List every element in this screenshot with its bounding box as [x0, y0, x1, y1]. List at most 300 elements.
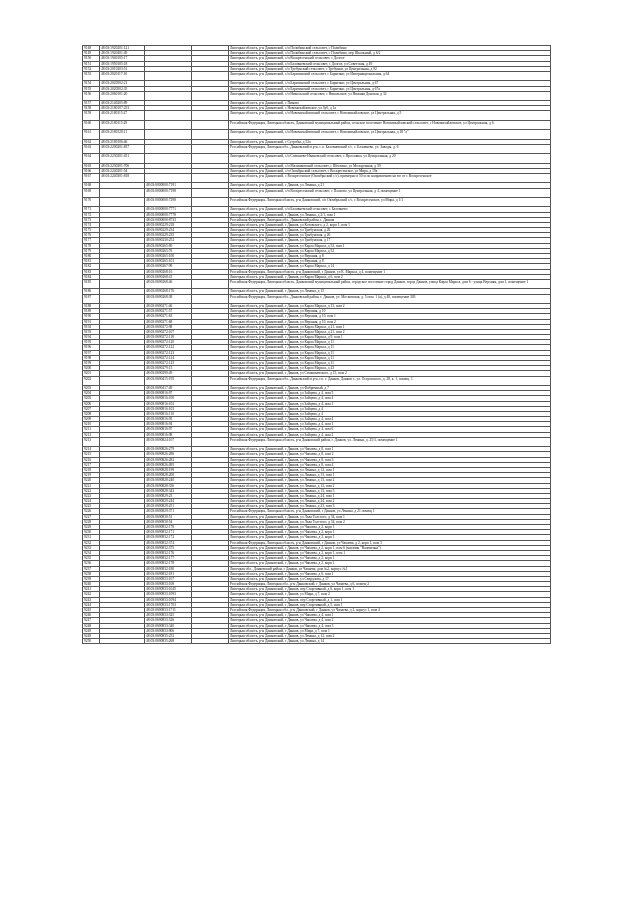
row-number-cell: 9211 [83, 427, 100, 432]
row-number-cell: 9191 [83, 319, 100, 324]
row-number-cell: 9231 [83, 535, 100, 540]
row-number-cell: 9162 [83, 139, 100, 144]
row-number-cell: 9158 [83, 106, 100, 111]
row-number-cell: 9197 [83, 350, 100, 355]
cadastral-table [82, 45, 551, 644]
address-cell: Липецкая область, р-н Данковский, с Новомихайловское, ул Зуб, д 1а [229, 106, 551, 111]
row-number-cell: 9208 [83, 411, 100, 416]
address-cell: Липецкая область, р-н Данковский, г Данков, ул Ленина, д 23, пом 3 [229, 504, 551, 509]
cadastral-number-2-cell: 48:03:0690268:176 [145, 289, 192, 294]
cadastral-number-cell [100, 437, 145, 446]
address-cell: Российская Федерация, Липецкая обл., Данковский район, г. Данков, ул. Московская, д. 5 пом. 1 (а), д 40, помещение 303 [229, 294, 551, 303]
address-cell: Липецкая область, р-н Данковский, г Данков, ул Семашкевского, д 15, пом 2 [229, 371, 551, 376]
cadastral-number-2-cell: 48:03:0690268:38 [145, 294, 192, 303]
row-number-cell: 9221 [83, 483, 100, 488]
row-number-cell: 9176 [83, 233, 100, 238]
row-number-cell: 9249 [83, 633, 100, 638]
row-number-cell: 9214 [83, 447, 100, 452]
cadastral-number-cell: 48:03:2020502:21 [100, 81, 145, 86]
cadastral-number-2-cell: 48:03:0690832:177 [145, 556, 192, 561]
address-cell: Липецкая область, р-н Данковский, г Данков, ул Мира, д 7, пом 1 [229, 628, 551, 633]
cadastral-number-2-cell: 48:03:0000000:7771 [145, 207, 192, 212]
cadastral-number-cell: 48:03:2180120:11 [100, 130, 145, 139]
row-number-cell: 9199 [83, 361, 100, 366]
empty-cell [192, 120, 229, 129]
cadastral-number-2-cell: 48:03:0690832:178 [145, 561, 192, 566]
address-cell: Липецкая область, р-н Данковский, с/п Новомихайловский сельсовет, с Новомихайловское, ул Центральная, д 18 "а" [229, 130, 551, 139]
cadastral-number-2-cell: 48:03:0690271:57 [145, 309, 192, 314]
row-number-cell: 9150 [83, 56, 100, 61]
cadastral-number-2-cell: 48:03:0690265:76 [145, 248, 192, 253]
row-number-cell: 9249 [83, 628, 100, 633]
table-row [83, 197, 551, 206]
cadastral-number-2-cell: 48:03:0690816:94 [145, 422, 192, 427]
address-cell: Липецкая область, р-н Данковский, г Данков, ул Зайцева, д 4, пом 5 [229, 391, 551, 396]
cadastral-number-2-cell: 48:03:0690290:49 [145, 371, 192, 376]
row-number-cell: 9237 [83, 566, 100, 571]
row-number-cell: 9232 [83, 540, 100, 545]
address-cell: Липецкая область, р-н Данковский, с/п Спешнево-Ивановский сельсовет, с Ярославка, ул Центральная, д 20 [229, 154, 551, 163]
table-row [83, 154, 551, 163]
row-number-cell: 9238 [83, 571, 100, 576]
address-cell: Липецкая область, р-н Данковский, г Данков, ул Фабричный, д 7 [229, 385, 551, 390]
row-number-cell: 9246 [83, 613, 100, 618]
cadastral-number-2-cell: 48:03:0690829:23 [145, 493, 192, 498]
address-cell: Липецкая область, р-н Данковский, г Данков, ул Котовского, д 2, корп 1, пом 1 [229, 222, 551, 227]
cadastral-number-2-cell: 48:03:0690816:95 [145, 417, 192, 422]
address-cell: Липецкая область, р-н Данковский, г Данков, ул Карла Маркса, д 52 [229, 248, 551, 253]
address-cell: Липецкая область, р-н Данковский, г Данков, ул Ленина, д 2/1, пом 1 [229, 212, 551, 217]
cadastral-number-cell: 48:03:2230201:451 [100, 154, 145, 163]
row-number-cell: 9244 [83, 602, 100, 607]
address-cell: Липецкая область, р-н Данковский, г Данков, ул Свердлова, д 17 [229, 576, 551, 581]
address-cell: Липецкая область, р-н Данковский, г Данков, ул Карла Маркса, д 11 [229, 350, 551, 355]
cadastral-number-cell: 48:03:1920401:49 [100, 51, 145, 56]
row-number-cell: 9188 [83, 303, 100, 308]
table-row [83, 144, 551, 153]
cadastral-number-cell: 48:03:2240301:818 [100, 173, 145, 182]
address-cell: Липецкая область, р-н Данковский, г Данков, ул Карла Маркса, д 6, пом 2 [229, 274, 551, 279]
row-number-cell: 9230 [83, 530, 100, 535]
row-number-cell: 9169 [83, 188, 100, 197]
row-number-cell: 9201 [83, 371, 100, 376]
cadastral-number-cell [100, 294, 145, 303]
address-cell: Российская Федерация, Липецкая область, р-н Данковский, г Данков, ул К. Маркса, д 4, помещение 1 [229, 269, 551, 274]
row-number-cell: 9190 [83, 314, 100, 319]
cadastral-number-cell: 48:03:2180106:46 [100, 139, 145, 144]
row-number-cell: 9195 [83, 340, 100, 345]
cadastral-number-2-cell: 48:03:0690417:49 [145, 385, 192, 390]
row-number-cell: 9172 [83, 212, 100, 217]
address-cell: Липецкая область, р-н Данковский, г Данков, ул Ленина, д 12, пом 1 [229, 467, 551, 472]
row-number-cell: 9154 [83, 81, 100, 86]
cadastral-number-2-cell: 48:03:0690828:343 [145, 488, 192, 493]
row-number-cell: 9250 [83, 639, 100, 644]
cadastral-number-2-cell: 48:03:0690833:107 [145, 576, 192, 581]
address-cell: Липецкая область, р-н Данковский, с/п Барятинский сельсовет, с Барятино, ул Интернациональная, д 64 [229, 71, 551, 80]
cadastral-number-2-cell: 48:03:0690832:180 [145, 566, 192, 571]
table-row [83, 111, 551, 120]
address-cell: Липецкая область, р-н Данковский, г Данков, пер Спортивный, д 5, пом 1 [229, 602, 551, 607]
cadastral-number-2-cell: 48:03:0690816:103 [145, 406, 192, 411]
cadastral-number-2-cell: 48:03:0690229:218 [145, 222, 192, 227]
table-row [83, 173, 551, 182]
address-cell: Липецкая область, р-н Данковский, г Данков, ул Верхняя, д 8 [229, 254, 551, 259]
row-number-cell: 9216 [83, 457, 100, 462]
address-cell: Российская Федерация, Липецкая область, р-н Данковский, г Данков, ул Ленина, д 21 помещ 1 [229, 509, 551, 514]
row-number-cell: 9183 [83, 269, 100, 274]
address-cell: Липецкая область, р-н Данковский, с Воскресенское (Октябрьский с/с), примерно в 50 м по направлению на юг от с Воскресенское [229, 173, 551, 182]
cadastral-number-2-cell: 48:03:0690826:279 [145, 447, 192, 452]
address-cell: Липецкая область, р-н Данковский, г Данков, ул Чапаева, д 8, пом 3 [229, 457, 551, 462]
empty-cell [192, 91, 229, 100]
row-number-cell: 9209 [83, 417, 100, 422]
row-number-cell: 9152 [83, 66, 100, 71]
address-cell: Липецкая область, р-н Данковский, г Данков, ул Чапаева, д 2, корп 1 [229, 561, 551, 566]
cadastral-number-2-cell: 48:03:0690229:234 [145, 228, 192, 233]
address-cell: Липецкая обл., Данковский район, г Данков, ул Чапаева, дом №2, корпус №1 [229, 566, 551, 571]
address-cell: Липецкая область, р-н Данковский, г Данков, ул Зайцева, д 4 [229, 411, 551, 416]
cadastral-number-2-cell: 48:03:0690265:101 [145, 259, 192, 264]
cadastral-number-2-cell [145, 144, 192, 153]
address-cell: Липецкая область, р-н Данковский, г Данков, ул Верхняя, д 10, пом 1 [229, 314, 551, 319]
address-cell: Липецкая область, р-н Данковский, г Данков, ул Чапаева, д 2, корп 1 [229, 530, 551, 535]
address-cell: Липецкая область, р-н Данковский, г Данков, ул Чапаева, д 2, корп 1, пом 6 (магазин "Валентина") [229, 545, 551, 550]
table-row [83, 294, 551, 303]
row-number-cell: 9227 [83, 514, 100, 519]
address-cell: Липецкая область, р-н Данковский, г Данков, ул Верхняя, д 10, пом 2 [229, 319, 551, 324]
empty-cell [192, 294, 229, 303]
cadastral-number-2-cell: 48:03:0690272:98 [145, 324, 192, 329]
table-row [83, 71, 551, 80]
row-number-cell: 9178 [83, 243, 100, 248]
cadastral-number-2-cell: 48:03:0690826:495 [145, 462, 192, 467]
address-cell: Российская Федерация, Липецкая обл., р-н Данковский, г Данков, ул Чапаева, д 6, помещ 2 [229, 582, 551, 587]
address-cell: Липецкая область, р-н Данковский, г Данков, ул Зайцева, д 4 [229, 406, 551, 411]
address-cell: Липецкая область, р-н Данковский, г Данков, ул Карла Маркса, д 21, пом 2 [229, 329, 551, 334]
cadastral-number-2-cell: 48:03:0690271:46 [145, 303, 192, 308]
table-row [83, 639, 551, 644]
address-cell: Липецкая область, р-н Данковский, г Данков, ул Льва Толстого, д 34, пом 1 [229, 514, 551, 519]
row-number-cell: 9182 [83, 264, 100, 269]
cadastral-number-cell: 48:03:2180115:29 [100, 120, 145, 129]
address-cell: Липецкая область, р-н Данковский, г Данков, ул Карла Маркса, д 14 [229, 264, 551, 269]
row-number-cell: 9200 [83, 366, 100, 371]
cadastral-number-cell [100, 376, 145, 385]
row-number-cell: 9166 [83, 168, 100, 173]
cadastral-number-2-cell: 48:03:0690828:240 [145, 478, 192, 483]
cadastral-number-cell: 48:03:1950105:18 [100, 61, 145, 66]
cadastral-number-2-cell: 48:03:0690833:326 [145, 618, 192, 623]
address-cell: Липецкая область, р-н Данковский, г Данков, ул Карла Маркса, д 52, пом 1 [229, 243, 551, 248]
cadastral-number-2-cell: 48:03:0690833:1094 [145, 597, 192, 602]
cadastral-number-2-cell: 48:03:0690835:253 [145, 633, 192, 638]
empty-cell [192, 197, 229, 206]
cadastral-number-2-cell: 48:03:0690272:118 [145, 335, 192, 340]
table-row [83, 279, 551, 288]
address-cell: Липецкая область, р-н Данковский, г Данков, ул Чапаева, д 4, пом 3 [229, 623, 551, 628]
address-cell: Липецкая область, р-н Данковский, с/п Полибинский сельсовет, с Полибино, пер Школьный, д 6/2 [229, 51, 551, 56]
cadastral-number-2-cell [145, 130, 192, 139]
cadastral-number-2-cell: 48:03:0690816:97 [145, 391, 192, 396]
address-cell: Липецкая область, р-н Данковский, г Данков, ул Верхняя, д 10 [229, 309, 551, 314]
address-cell: Липецкая область, р-н Данковский, г Данков, ул Зайцева, д 4, пом 1 [229, 422, 551, 427]
address-cell: Липецкая область, р-н Данковский, с/п Новомихайловский сельсовет, с Новомихайловское, ул Центральная, д 5 [229, 111, 551, 120]
row-number-cell: 9212 [83, 432, 100, 437]
row-number-cell: 9235 [83, 556, 100, 561]
row-number-cell: 9226 [83, 509, 100, 514]
row-number-cell: 9157 [83, 101, 100, 106]
address-cell: Липецкая область, р-н Данковский, г Данков, ул Трибунская, д 17 [229, 238, 551, 243]
address-cell: Липецкая область, р-н Данковский, с Пиково [229, 101, 551, 106]
cadastral-number-2-cell: 48:03:0690830:54 [145, 519, 192, 524]
cadastral-number-2-cell: 48:03:0690829:371 [145, 509, 192, 514]
cadastral-number-2-cell: 48:03:0690833:340 [145, 623, 192, 628]
cadastral-number-2-cell [145, 173, 192, 182]
cadastral-number-2-cell [145, 111, 192, 120]
address-cell: Липецкая область, р-н Данковский, г Данков, ул Зайцева, д 4, пом 4 [229, 417, 551, 422]
address-cell: Липецкая область, р-н Данковский, г Данков, ул Зайцева, д 4, пом 1 [229, 401, 551, 406]
table-row [83, 188, 551, 197]
cadastral-number-2-cell: 48:03:0690415:195 [145, 376, 192, 385]
row-number-cell: 9160 [83, 120, 100, 129]
row-number-cell: 9198 [83, 355, 100, 360]
cadastral-number-2-cell: 48:03:0690272:123 [145, 350, 192, 355]
address-cell: Липецкая область, р-н Данковский, г Данков, ул Карла Маркса, д 23 [229, 366, 551, 371]
cadastral-number-2-cell: 48:03:0690265:100 [145, 254, 192, 259]
row-number-cell: 9220 [83, 478, 100, 483]
table-body [83, 46, 551, 644]
cadastral-number-2-cell [145, 120, 192, 129]
cadastral-number-cell [100, 279, 145, 288]
address-cell: Российская Федерация, Липецкая область, р-н Данковский район, г. Данков, ул. Ленина, д. 25/3, помещение 1 [229, 437, 551, 446]
row-number-cell: 9153 [83, 71, 100, 80]
address-cell: Липецкая область, р-н Данковский, г Данков, ул Чапаева, д 2, корп 1, пом 1 [229, 550, 551, 555]
address-cell: Липецкая область, р-н Данковский, г Данков, ул Трибунская, д 26 [229, 228, 551, 233]
empty-cell [192, 130, 229, 139]
table-row [83, 120, 551, 129]
cadastral-number-2-cell: 48:03:0000000:7778 [145, 212, 192, 217]
row-number-cell: 9186 [83, 289, 100, 294]
cadastral-number-2-cell: 48:03:0690828:199 [145, 467, 192, 472]
row-number-cell: 9156 [83, 91, 100, 100]
cadastral-number-2-cell: 48:03:0690272:122 [145, 345, 192, 350]
empty-cell [192, 188, 229, 197]
row-number-cell: 9184 [83, 274, 100, 279]
address-cell: Липецкая область, р-н Данковский, г Данков, ул Ленина, д 13, пом 3 [229, 488, 551, 493]
row-number-cell: 9236 [83, 561, 100, 566]
address-cell: Липецкая область, р-н Данковский, с/п Воскресенский сельсовет, с Плахово, ул Центральная, д 4, помещение 1 [229, 188, 551, 197]
row-number-cell: 9165 [83, 163, 100, 168]
address-cell: Российская Федерация, Липецкая область, Данковский муниципальный район, городское поселение город Данков, город Данков, улица Карла Маркса, дом 6 - улица Верхняя, дом 1, помещение 1 [229, 279, 551, 288]
address-cell: Липецкая область, р-н Данковский, г Данков, ул Ленина, д 13, пом 2 [229, 478, 551, 483]
cadastral-number-2-cell: 48:03:0690832:181 [145, 571, 192, 576]
cadastral-number-cell: 48:03:1920201:121 [100, 46, 145, 51]
row-number-cell: 9155 [83, 86, 100, 91]
cadastral-number-2-cell: 48:03:0000000:8733 [145, 217, 192, 222]
address-cell: Липецкая область, р-н Данковский, г Данков, ул Ленина, д 12, пом 2 [229, 483, 551, 488]
address-cell: Липецкая область, р-н Данковский, с/п Барятинский сельсовет, с Барятино, ул Центральная, д 67 [229, 81, 551, 86]
cadastral-number-cell: 48:03:2020117:10 [100, 71, 145, 80]
cadastral-number-cell: 48:03:2240201:54 [100, 168, 145, 173]
row-number-cell: 9215 [83, 452, 100, 457]
address-cell: Липецкая область, р-н Данковский, г Данков, ул Карла Маркса, д 11 [229, 355, 551, 360]
row-number-cell: 9207 [83, 406, 100, 411]
cadastral-number-2-cell: 48:03:0690824:107 [145, 437, 192, 446]
row-number-cell: 9196 [83, 345, 100, 350]
address-cell: Липецкая область, р-н Данковский, г Данков, ул Карла Маркса, д 21, пом 1 [229, 324, 551, 329]
row-number-cell: 9213 [83, 437, 100, 446]
cadastral-number-cell: 48:03:2180115:27 [100, 111, 145, 120]
row-number-cell: 9168 [83, 183, 100, 188]
row-number-cell: 9234 [83, 550, 100, 555]
row-number-cell: 9174 [83, 222, 100, 227]
address-cell: Липецкая область, р-н Данковский, г Данков, ул Чапаева, д 2, корп 1 [229, 556, 551, 561]
address-cell: Липецкая область, р-н Данковский, с/п Полибинский сельсовет, с Полибино [229, 46, 551, 51]
row-number-cell: 9242 [83, 592, 100, 597]
row-number-cell: 9240 [83, 582, 100, 587]
cadastral-number-2-cell: 48:03:0690272:124 [145, 355, 192, 360]
empty-cell [192, 437, 229, 446]
cadastral-number-2-cell: 48:03:0690828:336 [145, 483, 192, 488]
row-number-cell: 9210 [83, 422, 100, 427]
empty-cell [192, 173, 229, 182]
address-cell: Липецкая область, р-н Данковский, г Данков, ул Чапаева, д 2, корп 1 [229, 535, 551, 540]
cadastral-number-2-cell: 48:03:0690268:46 [145, 279, 192, 288]
address-cell: Липецкая область, р-н Данковский, г Данков, ул Ленина, д 15 [229, 289, 551, 294]
cadastral-number-cell: 48:03:2060101:20 [100, 91, 145, 100]
cadastral-number-2-cell: 48:03:0690833:325 [145, 613, 192, 618]
row-number-cell: 9217 [83, 462, 100, 467]
cadastral-number-cell [100, 188, 145, 197]
cadastral-number-cell: 48:03:2020502:35 [100, 86, 145, 91]
row-number-cell: 9223 [83, 493, 100, 498]
address-cell: Российская Федерация, Липецкая область, р-н Данковский, г Данков, ул Чапаева, д 2, корп 1, пом 3 [229, 540, 551, 545]
row-number-cell: 9161 [83, 130, 100, 139]
address-cell: Российская Федерация, Липецкая обл., Данковский м.р-н, с.п. Баловневский с/с, с. Баловнево, ул. Заводы, д. 6 [229, 144, 551, 153]
cadastral-number-2-cell: 48:03:0690830:51 [145, 514, 192, 519]
address-cell: Липецкая область, р-н Данковский, г Данков, ул Ленина, д 24, пом 2 [229, 499, 551, 504]
empty-cell [192, 111, 229, 120]
cadastral-number-2-cell: 48:03:0690829:244 [145, 499, 192, 504]
cadastral-number-2-cell: 48:03:0690268:41 [145, 274, 192, 279]
address-cell: Липецкая область, р-н Данковский, г Данков, ул Мира, д 7, пом 2 [229, 592, 551, 597]
row-number-cell: 9170 [83, 197, 100, 206]
cadastral-number-cell [100, 639, 145, 644]
cadastral-number-2-cell: 48:03:0690267:99 [145, 264, 192, 269]
empty-cell [192, 279, 229, 288]
empty-cell [192, 376, 229, 385]
address-cell: Липецкая область, р-н Данковский, г Данков, ул Карла Маркса, д 11 [229, 345, 551, 350]
cadastral-number-2-cell: 48:03:0000000:7198 [145, 188, 192, 197]
table-row [83, 376, 551, 385]
row-number-cell: 9206 [83, 401, 100, 406]
row-number-cell: 9179 [83, 248, 100, 253]
row-number-cell: 9159 [83, 111, 100, 120]
row-number-cell: 9224 [83, 499, 100, 504]
address-cell: Липецкая область, р-н Данковский, г Данков, ул Ленина, д 13, пом 1 [229, 473, 551, 478]
empty-cell [192, 71, 229, 80]
row-number-cell: 9239 [83, 576, 100, 581]
address-cell: Липецкая область, р-н Данковский, г Данков, ул Карла Маркса, д 11 [229, 361, 551, 366]
address-cell: Липецкая область, р-н Данковский, г Данков, ул Чапаева, д 4, пом 1 [229, 613, 551, 618]
row-number-cell: 9175 [83, 228, 100, 233]
row-number-cell: 9173 [83, 217, 100, 222]
row-number-cell: 9187 [83, 294, 100, 303]
row-number-cell: 9225 [83, 504, 100, 509]
address-cell: Липецкая область, р-н Данковский, г Данков, ул Чапаева, д 4, пом 2 [229, 618, 551, 623]
address-cell: Липецкая область, р-н Данковский, г Данков, ул Верхняя, д 8 [229, 259, 551, 264]
row-number-cell: 9181 [83, 259, 100, 264]
cadastral-number-2-cell: 48:03:0690279:15 [145, 366, 192, 371]
row-number-cell: 9245 [83, 608, 100, 613]
cadastral-number-2-cell: 48:03:0690268:16 [145, 269, 192, 274]
empty-cell [192, 144, 229, 153]
row-number-cell: 9164 [83, 154, 100, 163]
row-number-cell: 9194 [83, 335, 100, 340]
row-number-cell: 9163 [83, 144, 100, 153]
cadastral-number-2-cell: 48:03:0690271:68 [145, 319, 192, 324]
cadastral-number-cell [100, 197, 145, 206]
address-cell: Липецкая область, р-н Данковский, г Данков, ул Чапаева, д 8, пом 4 [229, 462, 551, 467]
row-number-cell: 9177 [83, 238, 100, 243]
table-row [83, 130, 551, 139]
cadastral-number-2-cell [145, 91, 192, 100]
row-number-cell: 9205 [83, 396, 100, 401]
cadastral-number-2-cell: 48:03:0000000:7298 [145, 197, 192, 206]
row-number-cell: 9247 [83, 618, 100, 623]
address-cell: Липецкая область, р-н Данковский, с/п Баловневский сельсовет, с Баловнево [229, 207, 551, 212]
address-cell: Липецкая область, р-н Данковский, с/п Баловневский сельсовет, с Долгое, ул Советская, д 49 [229, 61, 551, 66]
address-cell: Липецкая область, р-н Данковский, г Данков, пер Спортивный, д 6, корп 1, пом 1 [229, 587, 551, 592]
cadastral-number-2-cell: 48:03:0690835:268 [145, 639, 192, 644]
cadastral-number-2-cell: 48:03:0690826:286 [145, 452, 192, 457]
address-cell: Липецкая область, р-н Данковский, г Данков, ул Ленина, д 12, пом 2 [229, 633, 551, 638]
address-cell: Российская Федерация, Липецкая обл., р-н Данковский, г Данков, ул Чапаева, д 2, корпус 1, пом 4 [229, 608, 551, 613]
cadastral-number-cell: 48:03:2180107:253 [100, 106, 145, 111]
document-page [82, 45, 551, 644]
address-cell: Липецкая область, р-н Данковский, г Данков, ул Чапаева, д 2, корп 1 [229, 525, 551, 530]
address-cell: Липецкая область, р-н Данковский, г Данков, пер Спортивный, д 1, пом 1 [229, 597, 551, 602]
cadastral-number-2-cell: 48:03:0690833:1703 [145, 602, 192, 607]
row-number-cell: 9248 [83, 623, 100, 628]
address-cell: Российская Федерация, Липецкая область, Данковский муниципальный район, сельское поселение Новомихайловский сельсовет, с Новомихайловское, ул Центральная, д 6 [229, 120, 551, 129]
cadastral-number-cell: 48:03:2200201:837 [100, 144, 145, 153]
row-number-cell: 9203 [83, 385, 100, 390]
address-cell: Липецкая область, р-н Данковский, с/п Октябрьский сельсовет, с Воскресенское, ул Мира, д 19а [229, 168, 551, 173]
cadastral-number-2-cell: 48:03:0690826:282 [145, 457, 192, 462]
row-number-cell: 9193 [83, 329, 100, 334]
address-cell: Липецкая область, р-н Данковский, с/п Воскресенский сельсовет, с Долгое [229, 56, 551, 61]
empty-cell [192, 639, 229, 644]
cadastral-number-2-cell: 48:03:0690832:176 [145, 550, 192, 555]
row-number-cell: 9149 [83, 51, 100, 56]
address-cell: Липецкая область, р-н Данковский, г Данков, ул Зайцева, д 4, пом 4 [229, 396, 551, 401]
cadastral-number-cell: 48:03:1940105:17 [100, 56, 145, 61]
row-number-cell: 9192 [83, 324, 100, 329]
address-cell: Липецкая область, р-н Данковский, г Данков, ул Чапаева, д 8, пом 1 [229, 447, 551, 452]
row-number-cell: 9185 [83, 279, 100, 288]
cadastral-number-2-cell: 48:03:0690828:200 [145, 473, 192, 478]
cadastral-number-2-cell: 48:03:0690271:63 [145, 314, 192, 319]
row-number-cell: 9180 [83, 254, 100, 259]
row-number-cell: 9202 [83, 376, 100, 385]
cadastral-number-2-cell: 48:03:0690833:906 [145, 628, 192, 633]
cadastral-number-cell: 48:03:2010203:51 [100, 66, 145, 71]
cadastral-number-2-cell: 48:03:0690832:171 [145, 530, 192, 535]
cadastral-number-2-cell: 48:03:0690816:98 [145, 432, 192, 437]
address-cell: Российская Федерация, Липецкая обл., Данковский район, г. Данков [229, 217, 551, 222]
